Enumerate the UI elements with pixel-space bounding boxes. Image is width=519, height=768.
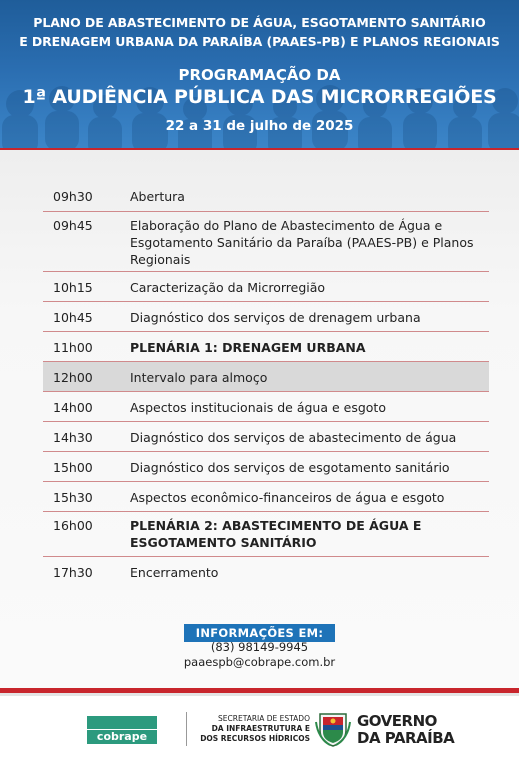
info-email[interactable]: paaespb@cobrape.com.br — [183, 655, 336, 669]
schedule-description: PLENÁRIA 2: ABASTECIMENTO DE ÁGUA E ESGOTAMENTO SANITÁRIO — [130, 518, 422, 550]
paraiba-coat-of-arms-icon — [314, 710, 352, 748]
schedule-time: 16h00 — [53, 518, 93, 533]
schedule-description: Abertura — [130, 189, 185, 204]
schedule-time: 15h00 — [53, 460, 93, 475]
info-section — [0, 622, 519, 642]
schedule-time: 14h00 — [53, 400, 93, 415]
secretaria-line3: DOS RECURSOS HÍDRICOS — [200, 734, 310, 743]
schedule-row — [43, 512, 489, 557]
secretaria-line1: SECRETARIA DE ESTADO — [218, 714, 310, 723]
schedule-time: 10h15 — [53, 280, 93, 295]
schedule-time: 09h45 — [53, 218, 93, 233]
schedule-description: Encerramento — [130, 565, 219, 580]
footer-divider-gray — [0, 693, 519, 696]
schedule-time: 17h30 — [53, 565, 93, 580]
schedule-row — [43, 182, 489, 212]
info-label: INFORMAÇÕES EM: — [184, 624, 336, 642]
plan-title-line1: PLANO DE ABASTECIMENTO DE ÁGUA, ESGOTAMENTO SANITÁRIO — [33, 15, 486, 30]
footer-separator — [186, 712, 187, 746]
event-date: 22 a 31 de julho de 2025 — [165, 118, 354, 134]
schedule-description: Elaboração do Plano de Abastecimento de Água e Esgotamento Sanitário da Paraíba (PAAES-PB) e Planos Regionais — [130, 218, 474, 267]
event-title: 1ª AUDIÊNCIA PÚBLICA DAS MICRORREGIÕES — [22, 86, 497, 108]
schedule-description: Diagnóstico dos serviços de esgotamento sanitário — [130, 460, 450, 475]
schedule-row — [43, 392, 489, 422]
programacao-label: PROGRAMAÇÃO DA — [178, 66, 341, 84]
schedule-row — [43, 452, 489, 482]
secretaria-logo — [192, 714, 310, 744]
schedule-time: 12h00 — [53, 370, 93, 385]
schedule-row — [43, 212, 489, 272]
schedule-row — [43, 302, 489, 332]
schedule-row — [43, 422, 489, 452]
schedule-description: Diagnóstico dos serviços de abastecimento de água — [130, 430, 457, 445]
secretaria-line2: DA INFRAESTRUTURA E — [211, 724, 310, 733]
schedule-time: 11h00 — [53, 340, 93, 355]
schedule-row — [43, 332, 489, 362]
schedule-row — [43, 272, 489, 302]
gov-line2: DA PARAÍBA — [357, 729, 455, 747]
governo-paraiba-logo — [357, 713, 454, 747]
schedule-time: 15h30 — [53, 490, 93, 505]
info-phone: (83) 98149-9945 — [210, 640, 309, 654]
schedule-description: Intervalo para almoço — [130, 370, 268, 385]
schedule-row — [43, 557, 489, 587]
cobrape-logo-text: cobrape — [87, 729, 157, 744]
schedule-description: Caracterização da Microrregião — [130, 280, 326, 295]
gov-line1: GOVERNO — [357, 712, 437, 730]
schedule-time: 10h45 — [53, 310, 93, 325]
schedule-row — [43, 362, 489, 392]
cobrape-logo-top — [87, 716, 157, 729]
schedule-description: Aspectos institucionais de água e esgoto — [130, 400, 386, 415]
schedule-time: 14h30 — [53, 430, 93, 445]
header-banner — [0, 0, 519, 149]
plan-title-line2: E DRENAGEM URBANA DA PARAÍBA (PAAES-PB) E PLANOS REGIONAIS — [19, 34, 500, 49]
schedule-time: 09h30 — [53, 189, 93, 204]
schedule-description: Diagnóstico dos serviços de drenagem urbana — [130, 310, 421, 325]
schedule-table — [43, 182, 489, 587]
schedule-description: Aspectos econômico-financeiros de água e esgoto — [130, 490, 445, 505]
cobrape-logo — [87, 716, 157, 744]
schedule-description: PLENÁRIA 1: DRENAGEM URBANA — [130, 340, 366, 355]
schedule-row — [43, 482, 489, 512]
